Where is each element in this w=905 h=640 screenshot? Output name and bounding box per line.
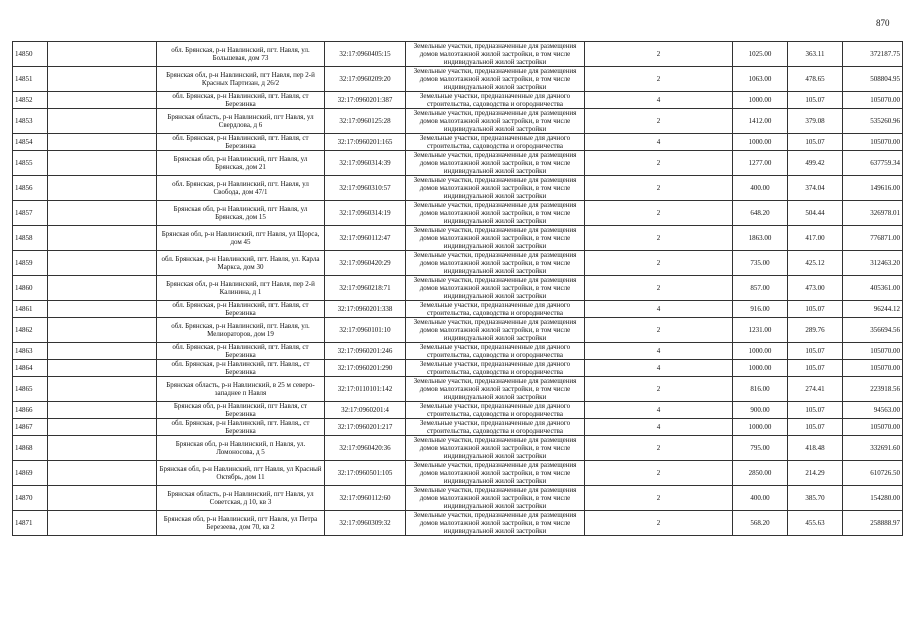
- unit-value-cell: 105.07: [788, 360, 843, 377]
- cadastral-value-cell: 405361.00: [843, 276, 903, 301]
- cadastral-number-cell: 32:17:0960112:60: [325, 486, 406, 511]
- area-cell: 648.20: [733, 201, 788, 226]
- table-row: [13, 419, 903, 436]
- address-cell: Брянская обл, р-н Навлинский, пгт Навля, ул Красный Октябрь, дом 11: [157, 461, 325, 486]
- category-cell: 2: [585, 511, 733, 536]
- empty-cell: [48, 176, 157, 201]
- cadastral-value-cell: 105070.00: [843, 419, 903, 436]
- area-cell: 1412.00: [733, 109, 788, 134]
- cadastral-number-cell: 32:17:0960314:19: [325, 201, 406, 226]
- table-row: [13, 486, 903, 511]
- category-cell: 2: [585, 377, 733, 402]
- address-cell: обл. Брянская, р-н Навлинский, пгт. Навля, ул. Карла Маркса, дом 30: [157, 251, 325, 276]
- land-use-cell: Земельные участки, предназначенные для размещения домов малоэтажной жилой застройки, в том числе индивидуальной жилой застройки: [406, 486, 585, 511]
- land-use-cell: Земельные участки, предназначенные для дачного строительства, садоводства и огородничества: [406, 134, 585, 151]
- cadastral-value-cell: 372187.75: [843, 42, 903, 67]
- cadastral-value-cell: 223918.56: [843, 377, 903, 402]
- table-row: [13, 134, 903, 151]
- table-row: [13, 461, 903, 486]
- area-cell: 400.00: [733, 486, 788, 511]
- cadastral-number-cell: 32:17:0960420:36: [325, 436, 406, 461]
- address-cell: Брянская область, р-н Навлинский, пгт Навля, ул Свердлова, д 6: [157, 109, 325, 134]
- table-row: [13, 318, 903, 343]
- cadastral-value-cell: 258888.97: [843, 511, 903, 536]
- cadastral-number-cell: 32:17:0960310:57: [325, 176, 406, 201]
- cadastral-number-cell: 32:17:0960405:15: [325, 42, 406, 67]
- area-cell: 1063.00: [733, 67, 788, 92]
- table-row: [13, 92, 903, 109]
- area-cell: 1277.00: [733, 151, 788, 176]
- address-cell: Брянская обл, р-н Навлинский, п Навля, ул. Ломоносова, д 5: [157, 436, 325, 461]
- address-cell: Брянская обл, р-н Навлинский, пгт Навля, пер 2-й Калинина, д 1: [157, 276, 325, 301]
- land-use-cell: Земельные участки, предназначенные для размещения домов малоэтажной жилой застройки, в том числе индивидуальной жилой застройки: [406, 276, 585, 301]
- address-cell: обл. Брянская, р-н Навлинский, пгт. Навля, ул. Мелиораторов, дом 19: [157, 318, 325, 343]
- category-cell: 4: [585, 343, 733, 360]
- row-number: 14865: [13, 377, 48, 402]
- category-cell: 2: [585, 276, 733, 301]
- category-cell: 2: [585, 176, 733, 201]
- empty-cell: [48, 151, 157, 176]
- category-cell: 4: [585, 301, 733, 318]
- unit-value-cell: 499.42: [788, 151, 843, 176]
- category-cell: 4: [585, 419, 733, 436]
- area-cell: 1863.00: [733, 226, 788, 251]
- cadastral-number-cell: 32:17:0960420:29: [325, 251, 406, 276]
- unit-value-cell: 105.07: [788, 343, 843, 360]
- table-row: [13, 436, 903, 461]
- land-use-cell: Земельные участки, предназначенные для размещения домов малоэтажной жилой застройки, в том числе индивидуальной жилой застройки: [406, 176, 585, 201]
- land-use-cell: Земельные участки, предназначенные для дачного строительства, садоводства и огородничества: [406, 301, 585, 318]
- empty-cell: [48, 511, 157, 536]
- cadastral-number-cell: 32:17:0960125:28: [325, 109, 406, 134]
- area-cell: 400.00: [733, 176, 788, 201]
- unit-value-cell: 105.07: [788, 402, 843, 419]
- empty-cell: [48, 276, 157, 301]
- cadastral-number-cell: 32:17:0960101:10: [325, 318, 406, 343]
- land-use-cell: Земельные участки, предназначенные для размещения домов малоэтажной жилой застройки, в том числе индивидуальной жилой застройки: [406, 377, 585, 402]
- unit-value-cell: 214.29: [788, 461, 843, 486]
- address-cell: Брянская обл, р-н Навлинский, пгт Навля, пер 2-й Красных Партизан, д 26/2: [157, 67, 325, 92]
- cadastral-number-cell: 32:17:0960309:32: [325, 511, 406, 536]
- unit-value-cell: 473.00: [788, 276, 843, 301]
- cadastral-number-cell: 32:17:0960201:246: [325, 343, 406, 360]
- table-row: [13, 251, 903, 276]
- row-number: 14851: [13, 67, 48, 92]
- cadastral-value-cell: 105070.00: [843, 343, 903, 360]
- unit-value-cell: 425.12: [788, 251, 843, 276]
- cadastral-number-cell: 32:17:0960218:71: [325, 276, 406, 301]
- area-cell: 1231.00: [733, 318, 788, 343]
- area-cell: 1000.00: [733, 134, 788, 151]
- cadastral-number-cell: 32:17:0960314:39: [325, 151, 406, 176]
- cadastral-number-cell: 32:17:0960201:338: [325, 301, 406, 318]
- unit-value-cell: 105.07: [788, 419, 843, 436]
- table-row: [13, 377, 903, 402]
- cadastral-value-cell: 96244.12: [843, 301, 903, 318]
- area-cell: 916.00: [733, 301, 788, 318]
- table-row: [13, 402, 903, 419]
- page-number: 870: [876, 18, 890, 28]
- row-number: 14864: [13, 360, 48, 377]
- empty-cell: [48, 226, 157, 251]
- category-cell: 2: [585, 201, 733, 226]
- row-number: 14861: [13, 301, 48, 318]
- empty-cell: [48, 436, 157, 461]
- category-cell: 2: [585, 109, 733, 134]
- cadastral-number-cell: 32:17:0960501:105: [325, 461, 406, 486]
- area-cell: 1000.00: [733, 92, 788, 109]
- empty-cell: [48, 301, 157, 318]
- land-use-cell: Земельные участки, предназначенные для дачного строительства, садоводства и огородничества: [406, 402, 585, 419]
- cadastral-value-cell: 312463.20: [843, 251, 903, 276]
- cadastral-number-cell: 32:17:0960201:387: [325, 92, 406, 109]
- empty-cell: [48, 377, 157, 402]
- category-cell: 2: [585, 67, 733, 92]
- cadastral-value-cell: 508804.95: [843, 67, 903, 92]
- empty-cell: [48, 67, 157, 92]
- cadastral-value-cell: 637759.34: [843, 151, 903, 176]
- land-use-cell: Земельные участки, предназначенные для размещения домов малоэтажной жилой застройки, в том числе индивидуальной жилой застройки: [406, 109, 585, 134]
- address-cell: обл. Брянская, р-н Навлинский, пгт. Навля, ст Березинка: [157, 92, 325, 109]
- cadastral-value-cell: 356694.56: [843, 318, 903, 343]
- unit-value-cell: 455.63: [788, 511, 843, 536]
- category-cell: 4: [585, 92, 733, 109]
- row-number: 14852: [13, 92, 48, 109]
- land-use-cell: Земельные участки, предназначенные для размещения домов малоэтажной жилой застройки, в том числе индивидуальной жилой застройки: [406, 436, 585, 461]
- empty-cell: [48, 42, 157, 67]
- land-use-cell: Земельные участки, предназначенные для размещения домов малоэтажной жилой застройки, в том числе индивидуальной жилой застройки: [406, 461, 585, 486]
- land-use-cell: Земельные участки, предназначенные для размещения домов малоэтажной жилой застройки, в том числе индивидуальной жилой застройки: [406, 151, 585, 176]
- cadastral-value-cell: 326978.01: [843, 201, 903, 226]
- address-cell: Брянская обл, р-н Навлинский, пгт Навля, ул Брянская, дом 21: [157, 151, 325, 176]
- cadastral-value-cell: 776871.00: [843, 226, 903, 251]
- empty-cell: [48, 402, 157, 419]
- category-cell: 2: [585, 461, 733, 486]
- land-use-cell: Земельные участки, предназначенные для размещения домов малоэтажной жилой застройки, в том числе индивидуальной жилой застройки: [406, 226, 585, 251]
- cadastral-value-cell: 149616.00: [843, 176, 903, 201]
- table-row: [13, 226, 903, 251]
- category-cell: 4: [585, 402, 733, 419]
- category-cell: 2: [585, 318, 733, 343]
- area-cell: 1025.00: [733, 42, 788, 67]
- land-use-cell: Земельные участки, предназначенные для дачного строительства, садоводства и огородничества: [406, 419, 585, 436]
- row-number: 14856: [13, 176, 48, 201]
- cadastral-number-cell: 32:17:0960112:47: [325, 226, 406, 251]
- empty-cell: [48, 251, 157, 276]
- table-row: [13, 301, 903, 318]
- empty-cell: [48, 461, 157, 486]
- row-number: 14868: [13, 436, 48, 461]
- land-use-cell: Земельные участки, предназначенные для дачного строительства, садоводства и огородничества: [406, 92, 585, 109]
- cadastral-value-cell: 610726.50: [843, 461, 903, 486]
- unit-value-cell: 417.00: [788, 226, 843, 251]
- row-number: 14858: [13, 226, 48, 251]
- cadastral-number-cell: 32:17:0960201:290: [325, 360, 406, 377]
- area-cell: 735.00: [733, 251, 788, 276]
- area-cell: 1000.00: [733, 360, 788, 377]
- unit-value-cell: 504.44: [788, 201, 843, 226]
- category-cell: 4: [585, 134, 733, 151]
- land-use-cell: Земельные участки, предназначенные для размещения домов малоэтажной жилой застройки, в том числе индивидуальной жилой застройки: [406, 318, 585, 343]
- cadastral-number-cell: 32:17:0110101:142: [325, 377, 406, 402]
- land-use-cell: Земельные участки, предназначенные для дачного строительства, садоводства и огородничества: [406, 343, 585, 360]
- table-row: [13, 276, 903, 301]
- cadastral-number-cell: 32:17:0960201:217: [325, 419, 406, 436]
- category-cell: 2: [585, 42, 733, 67]
- empty-cell: [48, 318, 157, 343]
- unit-value-cell: 105.07: [788, 301, 843, 318]
- table-row: [13, 151, 903, 176]
- row-number: 14870: [13, 486, 48, 511]
- row-number: 14862: [13, 318, 48, 343]
- unit-value-cell: 274.41: [788, 377, 843, 402]
- cadastral-value-table: [12, 41, 903, 536]
- empty-cell: [48, 92, 157, 109]
- land-use-cell: Земельные участки, предназначенные для размещения домов малоэтажной жилой застройки, в том числе индивидуальной жилой застройки: [406, 201, 585, 226]
- cadastral-value-cell: 94563.00: [843, 402, 903, 419]
- address-cell: обл. Брянская, р-н Навлинский, пгт. Навля, ул Свобода, дом 47/1: [157, 176, 325, 201]
- row-number: 14855: [13, 151, 48, 176]
- empty-cell: [48, 201, 157, 226]
- land-use-cell: Земельные участки, предназначенные для размещения домов малоэтажной жилой застройки, в том числе индивидуальной жилой застройки: [406, 42, 585, 67]
- address-cell: Брянская обл, р-н Навлинский, пгт Навля, ул Щорса, дом 45: [157, 226, 325, 251]
- address-cell: обл. Брянская, р-н Навлинский, пгт. Навля, ул. Большевая, дом 73: [157, 42, 325, 67]
- unit-value-cell: 363.11: [788, 42, 843, 67]
- area-cell: 795.00: [733, 436, 788, 461]
- cadastral-number-cell: 32:17:0960201:4: [325, 402, 406, 419]
- area-cell: 1000.00: [733, 343, 788, 360]
- category-cell: 2: [585, 486, 733, 511]
- area-cell: 568.20: [733, 511, 788, 536]
- unit-value-cell: 105.07: [788, 134, 843, 151]
- address-cell: Брянская обл, р-н Навлинский, пгт Навля, ул Петра Березеева, дом 70, кв 2: [157, 511, 325, 536]
- table-row: [13, 109, 903, 134]
- unit-value-cell: 374.04: [788, 176, 843, 201]
- address-cell: обл. Брянская, р-н Навлинский, пгт. Навля, ст Березинка: [157, 343, 325, 360]
- address-cell: обл. Брянская, р-н Навлинский, пгт. Навля,, ст Березинка: [157, 360, 325, 377]
- cadastral-value-cell: 105070.00: [843, 360, 903, 377]
- unit-value-cell: 379.08: [788, 109, 843, 134]
- area-cell: 2850.00: [733, 461, 788, 486]
- land-use-cell: Земельные участки, предназначенные для размещения домов малоэтажной жилой застройки, в том числе индивидуальной жилой застройки: [406, 67, 585, 92]
- category-cell: 2: [585, 226, 733, 251]
- row-number: 14860: [13, 276, 48, 301]
- unit-value-cell: 418.48: [788, 436, 843, 461]
- empty-cell: [48, 360, 157, 377]
- category-cell: 2: [585, 436, 733, 461]
- row-number: 14867: [13, 419, 48, 436]
- table-row: [13, 42, 903, 67]
- address-cell: Брянская обл, р-н Навлинский, пгт Навля, ул Брянская, дом 15: [157, 201, 325, 226]
- row-number: 14863: [13, 343, 48, 360]
- row-number: 14853: [13, 109, 48, 134]
- row-number: 14866: [13, 402, 48, 419]
- unit-value-cell: 105.07: [788, 92, 843, 109]
- area-cell: 857.00: [733, 276, 788, 301]
- address-cell: Брянская область, р-н Навлинский, в 25 м северо-западнее п Навля: [157, 377, 325, 402]
- table-row: [13, 511, 903, 536]
- row-number: 14850: [13, 42, 48, 67]
- cadastral-value-cell: 535260.96: [843, 109, 903, 134]
- row-number: 14857: [13, 201, 48, 226]
- row-number: 14869: [13, 461, 48, 486]
- table-row: [13, 201, 903, 226]
- unit-value-cell: 478.65: [788, 67, 843, 92]
- cadastral-value-cell: 332691.60: [843, 436, 903, 461]
- empty-cell: [48, 134, 157, 151]
- address-cell: обл. Брянская, р-н Навлинский, пгт. Навля, ст Березинка: [157, 134, 325, 151]
- cadastral-value-cell: 154280.00: [843, 486, 903, 511]
- table-row: [13, 343, 903, 360]
- address-cell: Брянская область, р-н Навлинский, пгт Навля, ул Советская, д 10, кв 3: [157, 486, 325, 511]
- land-use-cell: Земельные участки, предназначенные для дачного строительства, садоводства и огородничества: [406, 360, 585, 377]
- cadastral-number-cell: 32:17:0960201:165: [325, 134, 406, 151]
- cadastral-value-cell: 105070.00: [843, 92, 903, 109]
- table-row: [13, 176, 903, 201]
- land-use-cell: Земельные участки, предназначенные для размещения домов малоэтажной жилой застройки, в том числе индивидуальной жилой застройки: [406, 511, 585, 536]
- area-cell: 816.00: [733, 377, 788, 402]
- land-use-cell: Земельные участки, предназначенные для размещения домов малоэтажной жилой застройки, в том числе индивидуальной жилой застройки: [406, 251, 585, 276]
- cadastral-value-cell: 105070.00: [843, 134, 903, 151]
- category-cell: 4: [585, 360, 733, 377]
- unit-value-cell: 385.70: [788, 486, 843, 511]
- area-cell: 1000.00: [733, 419, 788, 436]
- address-cell: обл. Брянская, р-н Навлинский, пгт. Навля,, ст Березинка: [157, 419, 325, 436]
- category-cell: 2: [585, 251, 733, 276]
- unit-value-cell: 289.76: [788, 318, 843, 343]
- category-cell: 2: [585, 151, 733, 176]
- empty-cell: [48, 419, 157, 436]
- table-row: [13, 360, 903, 377]
- row-number: 14859: [13, 251, 48, 276]
- table-row: [13, 67, 903, 92]
- empty-cell: [48, 486, 157, 511]
- area-cell: 900.00: [733, 402, 788, 419]
- cadastral-number-cell: 32:17:0960209:20: [325, 67, 406, 92]
- empty-cell: [48, 343, 157, 360]
- address-cell: обл. Брянская, р-н Навлинский, пгт. Навля, ст Березинка: [157, 301, 325, 318]
- row-number: 14854: [13, 134, 48, 151]
- empty-cell: [48, 109, 157, 134]
- address-cell: Брянская обл, р-н Навлинский, пгт Навля, ст Березинка: [157, 402, 325, 419]
- row-number: 14871: [13, 511, 48, 536]
